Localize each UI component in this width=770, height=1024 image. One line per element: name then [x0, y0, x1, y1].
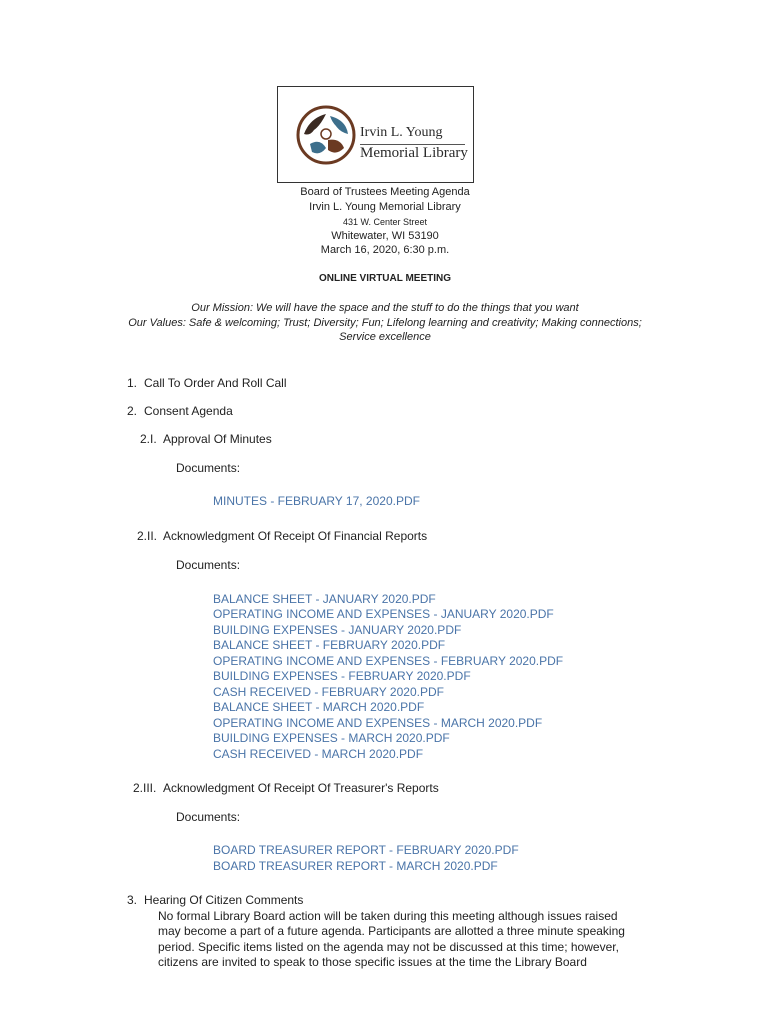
meeting-type: ONLINE VIRTUAL MEETING	[318, 273, 452, 284]
document-link[interactable]: CASH RECEIVED - FEBRUARY 2020.PDF	[213, 685, 444, 699]
citizen-comments-text-line: citizens are invited to speak to those specific issues at the time the Library Board	[158, 955, 587, 969]
agenda-item-2-2-title: Acknowledgment Of Receipt Of Financial Reports	[163, 529, 428, 543]
document-link[interactable]: BUILDING EXPENSES - MARCH 2020.PDF	[213, 731, 450, 745]
agenda-item-1-number: 1.	[127, 376, 138, 390]
values-line-2: Service excellence	[339, 331, 431, 343]
agenda-item-2-2-number: 2.II.	[137, 529, 158, 543]
document-link[interactable]: BALANCE SHEET - FEBRUARY 2020.PDF	[213, 638, 446, 652]
agenda-title: Board of Trustees Meeting Agenda	[300, 186, 470, 198]
agenda-item-2-3-title: Acknowledgment Of Receipt Of Treasurer's Reports	[163, 781, 439, 795]
document-link[interactable]: OPERATING INCOME AND EXPENSES - FEBRUARY 2020.PDF	[213, 654, 564, 668]
agenda-item-2-number: 2.	[127, 404, 138, 418]
document-link[interactable]: BALANCE SHEET - MARCH 2020.PDF	[213, 700, 425, 714]
document-link[interactable]: CASH RECEIVED - MARCH 2020.PDF	[213, 747, 424, 761]
agenda-item-2-3-number: 2.III.	[133, 781, 157, 795]
values-line-1: Our Values: Safe & welcoming; Trust; Diversity; Fun; Lifelong learning and creativity; Making connections;	[128, 317, 642, 329]
agenda-item-2-1-title: Approval Of Minutes	[163, 432, 272, 446]
library-logo	[277, 86, 474, 183]
documents-label: Documents:	[176, 461, 241, 475]
street-address: 431 W. Center Street	[342, 217, 428, 227]
library-name: Irvin L. Young Memorial Library	[309, 201, 461, 213]
mission-statement: Our Mission: We will have the space and the stuff to do the things that you want	[191, 302, 579, 314]
document-link[interactable]: BALANCE SHEET - JANUARY 2020.PDF	[213, 592, 436, 606]
agenda-item-3-title: Hearing Of Citizen Comments	[144, 893, 304, 907]
agenda-item-3-number: 3.	[127, 893, 138, 907]
document-link[interactable]: OPERATING INCOME AND EXPENSES - JANUARY 2020.PDF	[213, 607, 554, 621]
agenda-item-2-title: Consent Agenda	[144, 404, 233, 418]
document-link[interactable]: OPERATING INCOME AND EXPENSES - MARCH 2020.PDF	[213, 716, 543, 730]
citizen-comments-text-line: may become a part of a future agenda. Participants are allotted a three minute speaking	[158, 924, 625, 938]
document-link[interactable]: BOARD TREASURER REPORT - MARCH 2020.PDF	[213, 859, 498, 873]
document-link[interactable]: BUILDING EXPENSES - JANUARY 2020.PDF	[213, 623, 462, 637]
logo-text-line1: Irvin L. Young	[360, 125, 443, 140]
document-link[interactable]: MINUTES - FEBRUARY 17, 2020.PDF	[213, 494, 420, 508]
citizen-comments-text-line: No formal Library Board action will be taken during this meeting although issues raised	[158, 909, 618, 923]
documents-label: Documents:	[176, 558, 241, 572]
citizen-comments-text-line: period. Specific items listed on the agenda may not be discussed at this time; however,	[158, 940, 619, 954]
agenda-item-2-1-number: 2.I.	[140, 432, 157, 446]
library-emblem-icon	[296, 104, 356, 166]
documents-label: Documents:	[176, 810, 241, 824]
document-link[interactable]: BOARD TREASURER REPORT - FEBRUARY 2020.PDF	[213, 843, 519, 857]
agenda-item-1-title: Call To Order And Roll Call	[144, 376, 287, 390]
city-address: Whitewater, WI 53190	[331, 230, 439, 242]
document-link[interactable]: BUILDING EXPENSES - FEBRUARY 2020.PDF	[213, 669, 471, 683]
meeting-datetime: March 16, 2020, 6:30 p.m.	[320, 244, 450, 256]
logo-text-line2: Memorial Library	[360, 145, 468, 161]
